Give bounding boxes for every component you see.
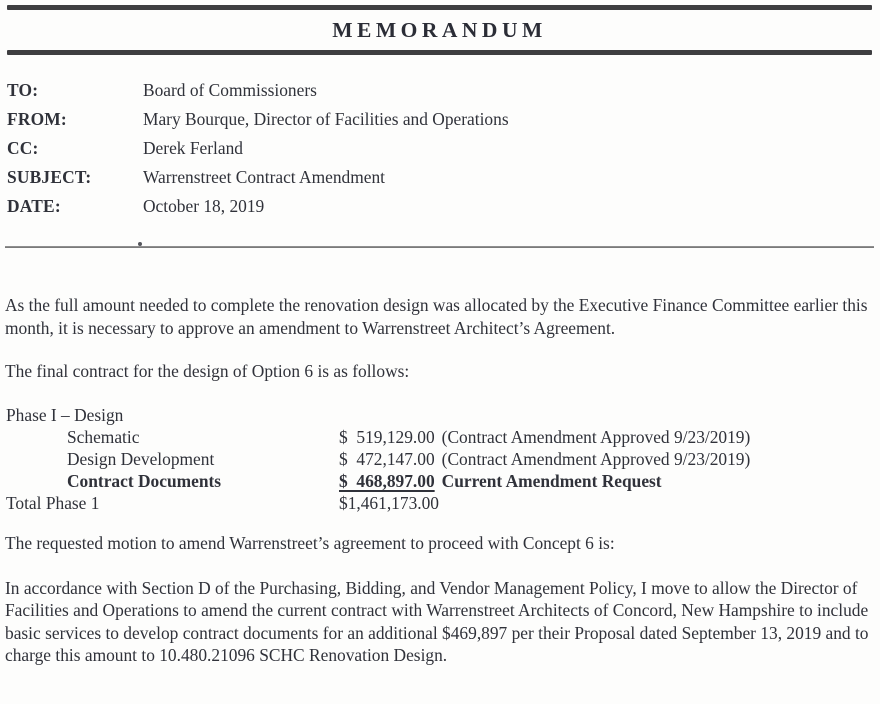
title-bottom-rule	[7, 50, 872, 55]
line-item-note: (Contract Amendment Approved 9/23/2019)	[441, 449, 751, 469]
meta-row-to	[7, 76, 874, 105]
meta-row-from	[7, 105, 874, 134]
line-item-note: (Contract Amendment Approved 9/23/2019)	[441, 427, 751, 447]
table-row-current-amendment	[5, 470, 874, 492]
cc-label: CC:	[7, 138, 39, 158]
contract-lead-paragraph: The final contract for the design of Option 6 is as follows:	[5, 361, 410, 381]
date-label: DATE:	[7, 196, 61, 216]
to-label: TO:	[7, 80, 39, 100]
motion-lead-paragraph: The requested motion to amend Warrenstreet’s agreement to proceed with Concept 6 is:	[5, 533, 615, 553]
meta-row-cc	[7, 134, 874, 163]
to-value: Board of Commissioners	[143, 80, 317, 100]
from-value: Mary Bourque, Director of Facilities and Operations	[143, 109, 509, 129]
page-title: MEMORANDUM	[332, 17, 547, 42]
total-amount: $1,461,173.00	[339, 493, 439, 513]
subject-value: Warrenstreet Contract Amendment	[143, 167, 385, 187]
from-label: FROM:	[7, 109, 67, 129]
memo-header-fields	[5, 76, 874, 221]
line-item-note: Current Amendment Request	[441, 471, 662, 491]
contract-breakdown	[5, 404, 874, 514]
phase-heading: Phase I – Design	[6, 405, 124, 425]
table-row	[5, 426, 874, 448]
header-divider	[5, 246, 874, 249]
motion-paragraph: In accordance with Section D of the Purchasing, Bidding, and Vendor Management Policy, I move to allow the Director of Facilities and Operations to amend the current contract with Warrenstreet Architects of Concord, New Hampshire to include basic services to develop contract documents for an additional $469,897 per their Proposal dated September 13, 2019 and to charge this amount to 10.480.21096 SCHC Renovation Design.	[5, 578, 869, 666]
line-item-amount: $ 472,147.00	[339, 449, 435, 469]
line-item-label: Contract Documents	[67, 471, 222, 491]
subject-label: SUBJECT:	[7, 167, 92, 187]
table-row-total	[5, 492, 874, 514]
line-item-label: Schematic	[67, 427, 140, 447]
date-value: October 18, 2019	[143, 196, 265, 216]
scan-artifact-dot	[138, 242, 142, 246]
cc-value: Derek Ferland	[143, 138, 243, 158]
line-item-amount: $ 468,897.00	[339, 471, 435, 491]
total-label: Total Phase 1	[6, 493, 100, 513]
line-item-amount: $ 519,129.00	[339, 427, 435, 447]
line-item-label: Design Development	[67, 449, 215, 469]
intro-paragraph: As the full amount needed to complete the renovation design was allocated by the Executive Finance Committee earlier this month, it is necessary to approve an amendment to Warrenstreet Architect’s Agreement.	[5, 295, 868, 338]
table-row	[5, 448, 874, 470]
meta-row-subject	[7, 163, 874, 192]
title-band	[5, 10, 874, 50]
meta-row-date	[7, 192, 874, 221]
